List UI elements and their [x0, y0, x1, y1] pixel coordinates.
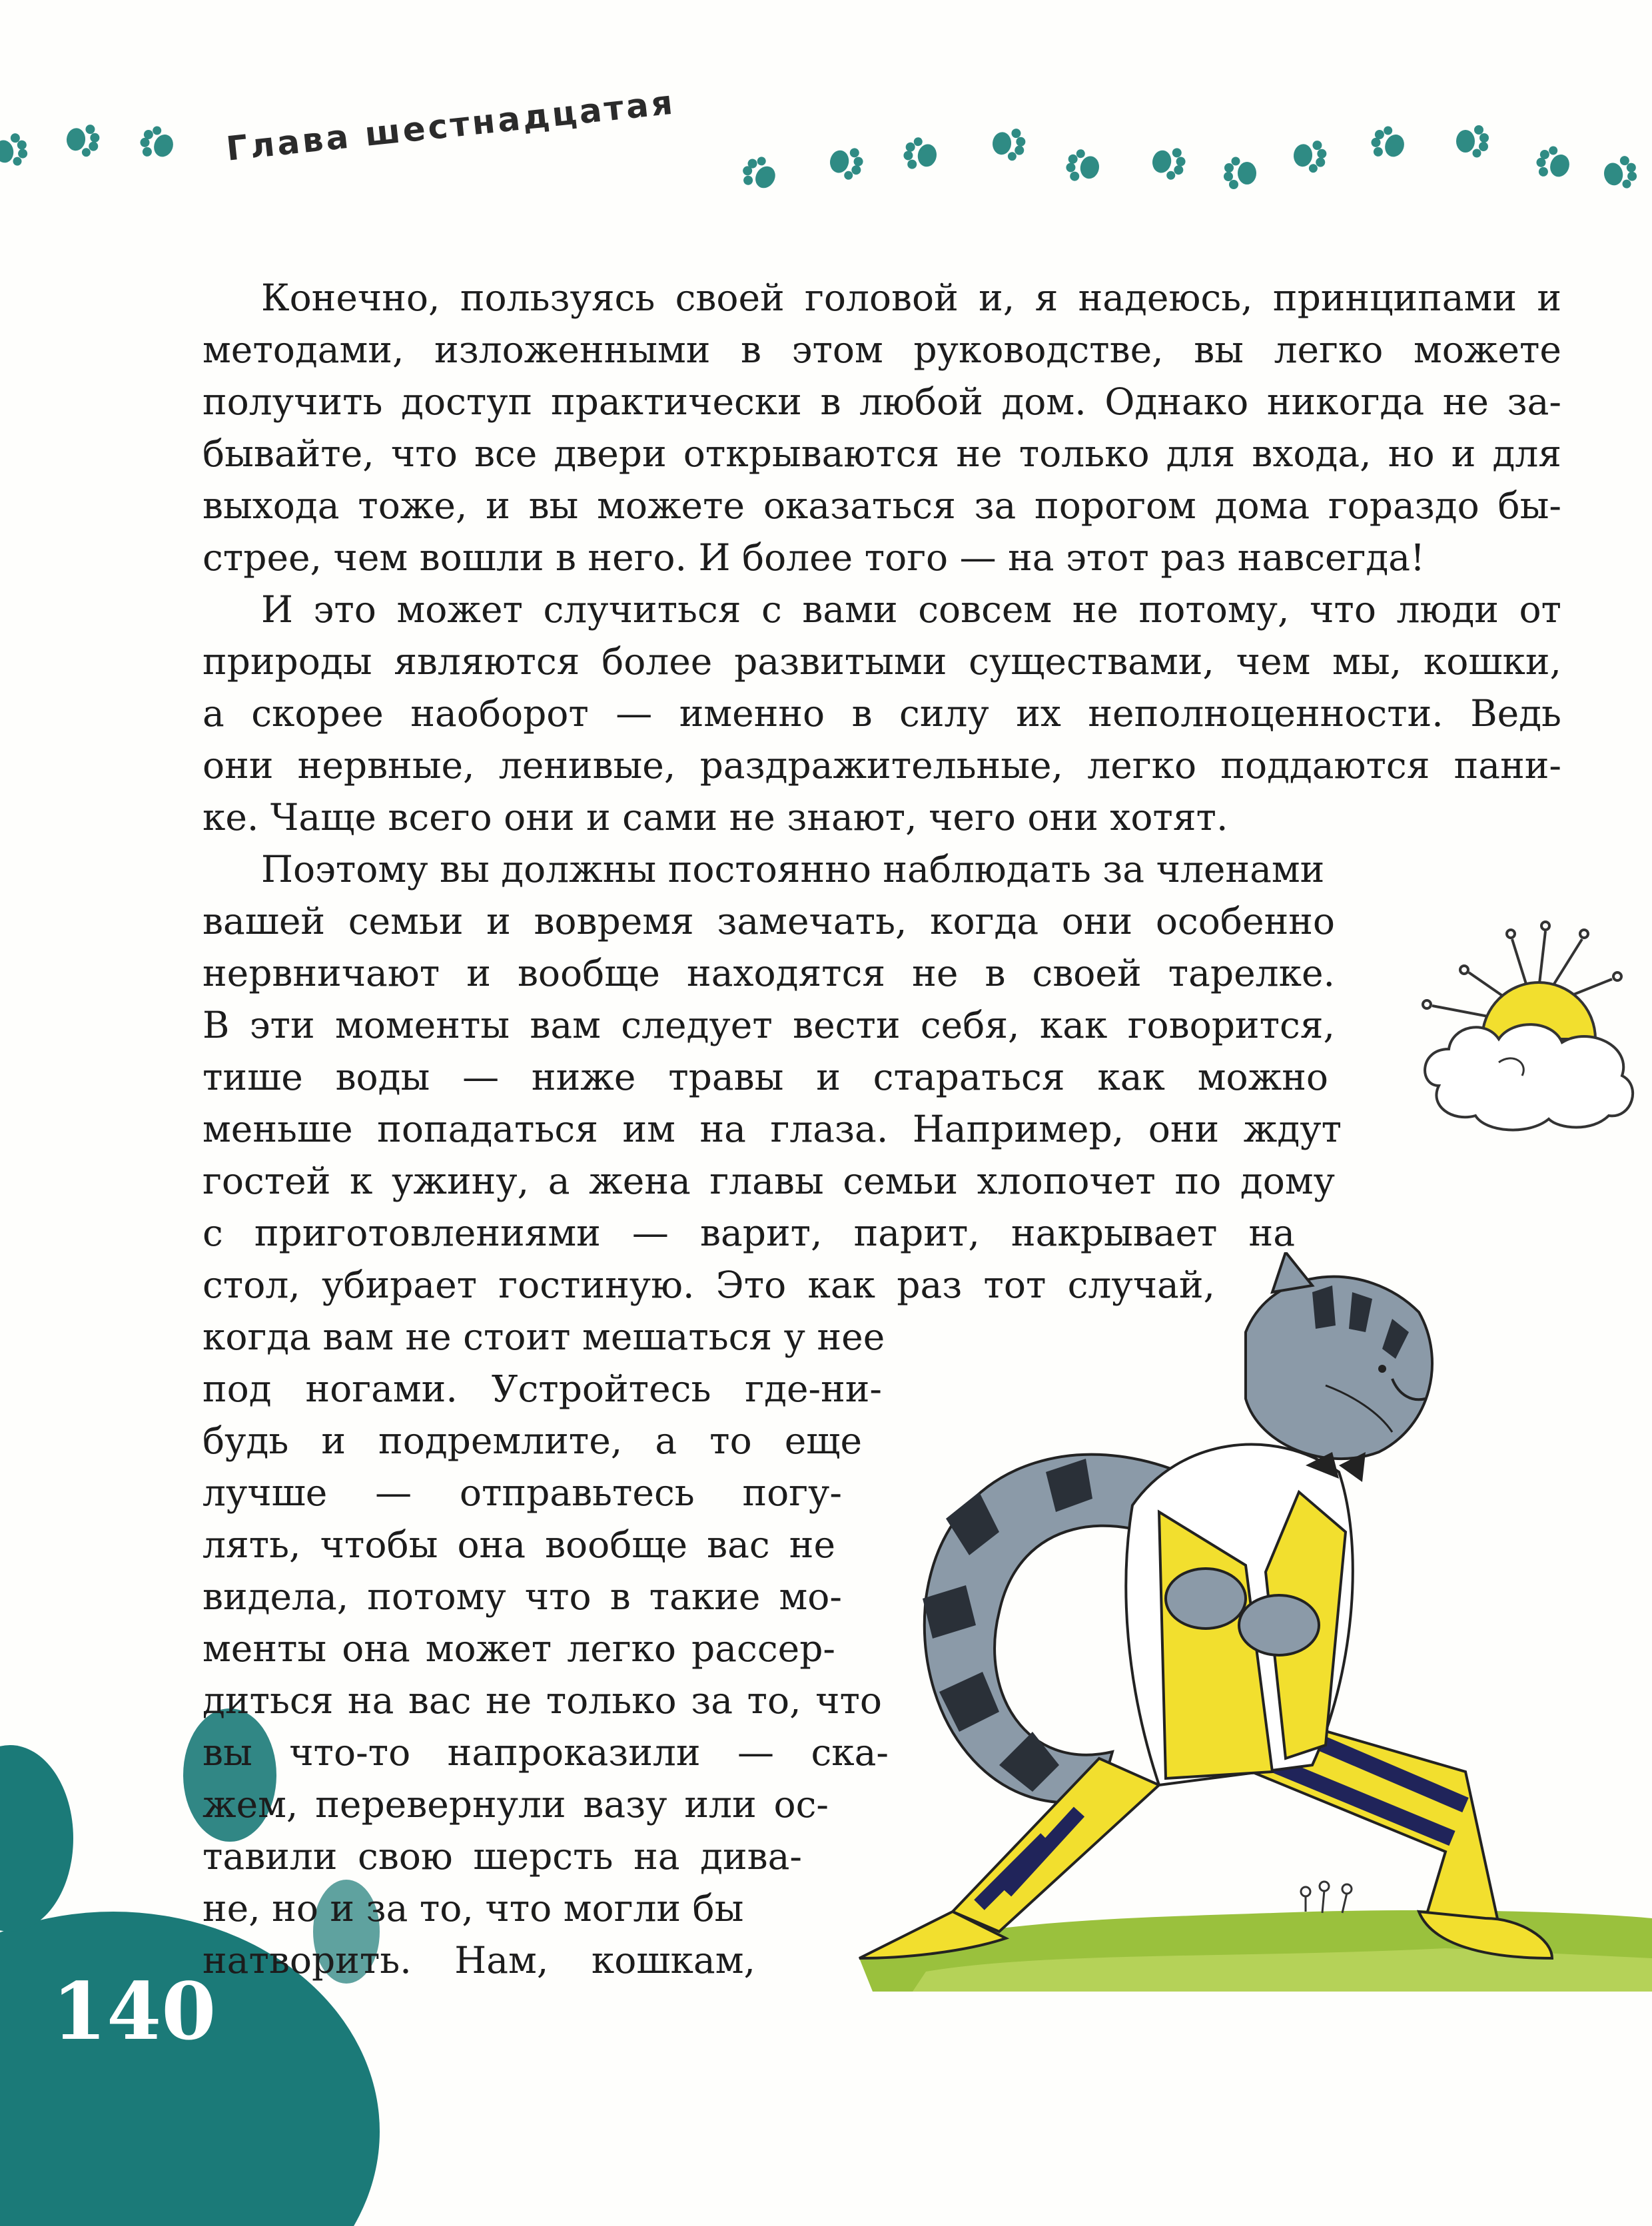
body-text-line: природы являются более развитыми существами, чем мы, кошки, — [203, 640, 1561, 683]
body-text-line: под ногами. Устройтесь где-ни- — [203, 1367, 882, 1410]
body-text-line: И это может случиться с вами совсем не потому, что люди от — [261, 588, 1561, 631]
body-text-line: тавили свою шерсть на дива- — [203, 1835, 802, 1878]
paw-print-icon — [1224, 157, 1256, 190]
paw-print-icon — [1150, 145, 1188, 182]
paw-print-icon — [901, 135, 939, 173]
body-text-line: выхода тоже, и вы можете оказаться за порогом дома гораздо бы- — [203, 484, 1561, 527]
body-text-line: стол, убирает гостиную. Это как раз тот случай, — [203, 1264, 1215, 1306]
paw-print-icon — [1064, 147, 1102, 185]
body-text-line: не, но и за то, что могли бы — [203, 1887, 744, 1930]
cat-illustration — [846, 1252, 1652, 1992]
paw-print-border — [0, 0, 1652, 226]
body-text-line: а скорее наоборот — именно в силу их неполноценности. Ведь — [203, 692, 1561, 735]
body-text-line: Конечно, пользуясь своей головой и, я надеюсь, принципами и — [261, 276, 1561, 319]
body-text-line: менты она может легко рассер- — [203, 1627, 835, 1670]
body-text-line: нервничают и вообще находятся не в своей тарелке. — [203, 952, 1335, 994]
body-text-line: вашей семьи и вовремя замечать, когда они особенно — [203, 900, 1335, 942]
paw-print-icon — [1292, 139, 1328, 174]
paw-print-icon — [827, 145, 865, 182]
sun-cloud-icon — [1412, 919, 1652, 1146]
body-text-line: тише воды — ниже травы и стараться как можно — [203, 1056, 1328, 1098]
body-text-line: стрее, чем вошли в него. И более того — на этот раз навсегда! — [203, 536, 1426, 579]
body-text-line: методами, изложенными в этом руководстве, вы легко можете — [203, 328, 1561, 371]
paw-print-icon — [1367, 123, 1409, 164]
page-number: 140 — [52, 1965, 216, 2057]
paw-print-icon — [0, 132, 30, 169]
body-text-line: лучше — отправьтесь погу- — [203, 1471, 842, 1514]
body-text-line: получить доступ практически в любой дом. Однако никогда не за- — [203, 380, 1561, 423]
body-text-line: вы что-то напроказили — ска- — [203, 1731, 889, 1774]
chapter-title: Глава шестнадцатая — [224, 83, 677, 169]
body-text-line: лять, чтобы она вообще вас не — [203, 1523, 835, 1566]
paw-print-icon — [737, 151, 782, 196]
body-text-line: гостей к ужину, а жена главы семьи хлопочет по дому — [203, 1160, 1335, 1202]
body-text-line: натворить. Нам, кошкам, — [203, 1939, 755, 1982]
paw-print-icon — [65, 123, 101, 158]
body-text-line: ке. Чаще всего они и сами не знают, чего они хотят. — [203, 796, 1228, 839]
paw-print-icon — [1532, 143, 1574, 184]
paw-print-icon — [136, 123, 178, 164]
body-text-line: бывайте, что все двери открываются не только для входа, но и для — [203, 432, 1561, 475]
body-text-line: когда вам не стоит мешаться у нее — [203, 1315, 885, 1358]
body-text-line: они нервные, ленивые, раздражительные, легко поддаются пани- — [203, 744, 1561, 787]
body-text-line: с приготовлениями — варит, парит, накрывает на — [203, 1212, 1295, 1254]
body-text-line: меньше попадаться им на глаза. Например, они ждут — [203, 1108, 1342, 1150]
body-text-line: видела, потому что в такие мо- — [203, 1575, 842, 1618]
body-text-line: В эти моменты вам следует вести себя, как говорится, — [203, 1004, 1335, 1046]
paw-print-icon — [1601, 155, 1639, 192]
body-text-line: будь и подремлите, а то еще — [203, 1419, 862, 1462]
body-text-line: Поэтому вы должны постоянно наблюдать за членами — [261, 848, 1325, 891]
body-text-line: диться на вас не только за то, что — [203, 1679, 882, 1722]
paw-print-icon — [991, 127, 1027, 162]
body-text-line: жем, перевернули вазу или ос- — [203, 1783, 829, 1826]
paw-print-icon — [1456, 125, 1489, 158]
